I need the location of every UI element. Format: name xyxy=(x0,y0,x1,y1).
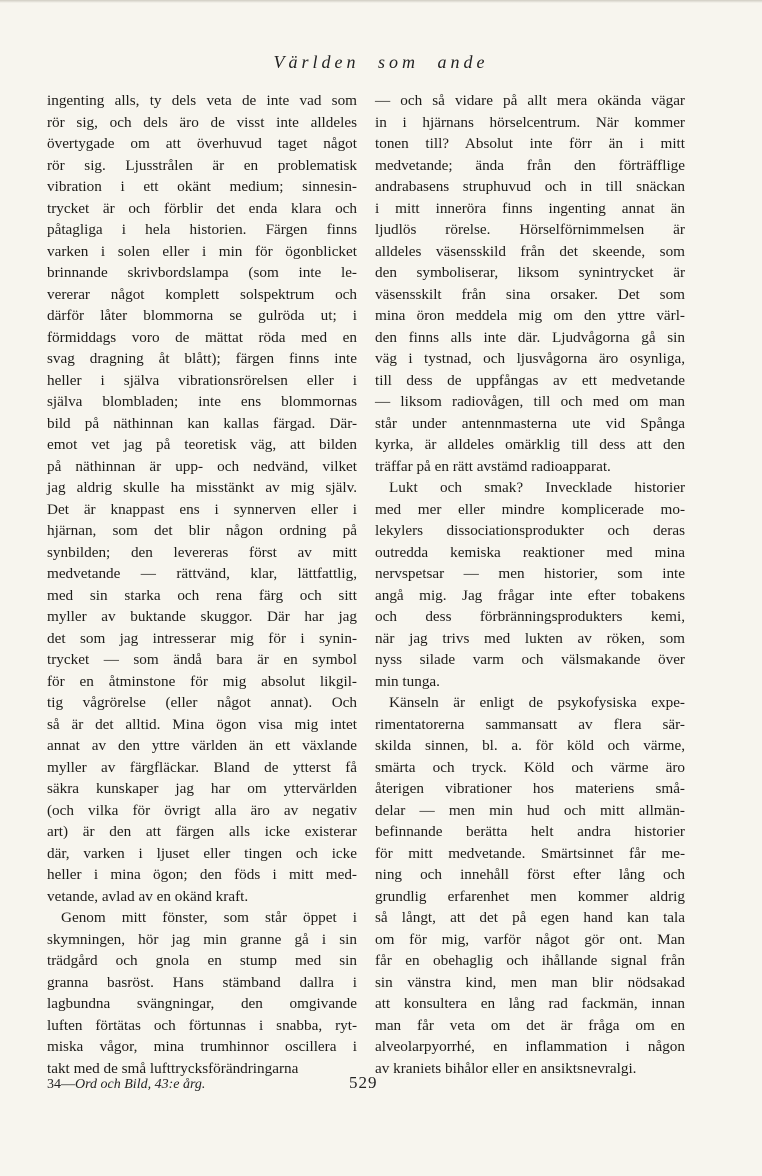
text-line: nervspetsar — men historier, som inte xyxy=(375,565,685,582)
footer-signature xyxy=(47,1077,205,1093)
text-line: där, varken i ljuset eller tingen och icke xyxy=(47,844,357,862)
text-line: emot vet jag på teoretisk väg, att bilden xyxy=(47,436,357,453)
text-line: för en åtminstone för mig absolut likgil- xyxy=(47,672,357,690)
text-line: synbilden; den levereras först av mitt xyxy=(47,543,357,561)
text-line: det som jag intresserar mig för i synin- xyxy=(47,629,357,647)
text-line: Lukt och smak? Invecklade historier xyxy=(389,479,685,496)
text-line: sin vänstra kind, men man blir nödsakad xyxy=(375,973,685,991)
text-line: takt med de små lufttrycksförändringarna xyxy=(47,1059,299,1077)
text-line: för mitt medvetande. Smärtsinnet får me- xyxy=(375,844,685,862)
journal-title: Ord och Bild, 43:e årg. xyxy=(75,1077,206,1092)
text-line: tig vågrörelse (eller något annat). Och xyxy=(47,694,357,711)
text-line: Genom mitt fönster, som står öppet i xyxy=(61,909,357,926)
text-line: kyrka, är alldeles omärklig till dess att den xyxy=(375,436,685,453)
text-line: alldeles väsensskild från det skeende, som xyxy=(375,242,685,260)
text-line: outredda kemiska reaktioner med mina xyxy=(375,543,685,561)
text-line: angå mig. Jag frågar inte efter tobakens xyxy=(375,586,685,604)
text-line: bild på näthinnan kan kallas färgad. Där- xyxy=(47,414,357,432)
text-line: tonen till? Absolut inte förr än i mitt xyxy=(375,135,685,152)
text-line: min tunga. xyxy=(375,672,440,690)
text-line: skymningen, hör jag min granne gå i sin xyxy=(47,930,357,948)
text-line: myller av färgfläckar. Bland de ytterst få xyxy=(47,758,357,776)
text-line: påtagliga i hela historien. Färgen finns xyxy=(47,221,357,238)
text-line: rör sig, och dels äro de visst inte alldeles xyxy=(47,113,357,131)
text-line: trycket — som ändå bara är en symbol xyxy=(47,651,357,668)
text-line: av kraniets bihålor eller en ansiktsnevralgi. xyxy=(375,1059,637,1077)
text-line: och dess förbränningsprodukters kemi, xyxy=(375,608,685,625)
text-line: därför låter blommorna se gulröda ut; i xyxy=(47,307,357,324)
text-line: ning och innehåll först efter lång och xyxy=(375,866,685,883)
text-line: trädgård och gnola en stump med sin xyxy=(47,952,357,969)
text-line: brinnande skrivbordslampa (som inte le- xyxy=(47,264,357,281)
text-line: med mer eller mindre komplicerade mo- xyxy=(375,500,685,518)
text-line: trycket är och förblir det enda klara och xyxy=(47,199,357,217)
text-line: själva blombladen; inte ens blommornas xyxy=(47,393,357,410)
text-line: andrabasens struphuvud och in till snäckan xyxy=(375,178,685,195)
text-line: om för mig, varför något gör ont. Man xyxy=(375,930,685,948)
right-column xyxy=(375,90,685,1079)
text-line: nyss silade varm och välsmakande över xyxy=(375,651,685,668)
text-line: i mitt inneröra finns ingenting annat än xyxy=(375,199,685,217)
text-line: säkra kunskaper jag har om yttervärlden xyxy=(47,780,357,797)
text-line: vetande, avlad av en okänd kraft. xyxy=(47,887,249,905)
text-line: den symboliserar, liksom synintrycket är xyxy=(375,264,685,281)
page-number: 529 xyxy=(349,1073,378,1092)
text-line: till dess de uppfångas av ett medvetande xyxy=(375,371,685,389)
text-line: — liksom radiovågen, till och med om man xyxy=(375,393,685,410)
text-line: medvetande — rättvänd, klar, lättfattlig, xyxy=(47,565,357,582)
text-line: skilda sinnen, bl. a. för köld och värme, xyxy=(375,737,685,754)
text-line: står under antennmasterna ute vid Spånga xyxy=(375,414,685,432)
text-line: art) är den att färgen alls icke existerar xyxy=(47,823,357,840)
text-line: medvetande; ända från den förträfflige xyxy=(375,156,685,174)
text-line: vererar något komplett solspektrum och xyxy=(47,285,357,303)
left-column xyxy=(47,90,357,1079)
text-line: med sin starka och rena färg och sitt xyxy=(47,586,357,604)
text-line: myller av buktande skuggor. Där har jag xyxy=(47,608,357,625)
text-line: hjärnan, som det blir någon ordning på xyxy=(47,522,357,539)
text-line: Känseln är enligt de psykofysiska expe- xyxy=(389,694,685,711)
text-line: svag dragning åt blått); färgen finns inte xyxy=(47,350,357,367)
text-line: miska vågor, mina trumhinnor oscillera i xyxy=(47,1038,357,1055)
text-line: så är det alltid. Mina ögon visa mig intet xyxy=(47,715,357,733)
text-line: Det är knappast ens i synnerven eller i xyxy=(47,500,357,518)
text-line: rimentatorerna sammansatt av flera sär- xyxy=(375,715,685,733)
text-line: rör sig. Ljusstrålen är en problematisk xyxy=(47,156,357,174)
text-line: väsensskilt från sina orsaker. Det som xyxy=(375,285,685,303)
text-line: på näthinnan är upp- och nedvänd, vilket xyxy=(47,457,357,475)
text-line: befinnande berätta helt andra historier xyxy=(375,823,685,840)
text-line: lekylers dissociationsprodukter och deras xyxy=(375,522,685,539)
text-line: smärta och tryck. Köld och värme äro xyxy=(375,758,685,776)
text-line: — och så vidare på allt mera okända vägar xyxy=(375,92,685,109)
text-line: varken i solen eller i min för ögonblicket xyxy=(47,242,357,260)
text-line: får en obehaglig och ihållande signal från xyxy=(375,952,685,969)
text-line: träffar på en rätt avstämd radioapparat. xyxy=(375,457,611,475)
text-line: heller i mina ögon; den föds i mitt med- xyxy=(47,866,357,883)
text-line: annat av den yttre världen än ett växlande xyxy=(47,737,357,754)
text-line: övertygade om att överhuvud taget något xyxy=(47,135,357,152)
text-line: återigen vibrationer hos materiens små- xyxy=(375,780,685,797)
text-line: alveolarpyorrhé, en inflammation i någon xyxy=(375,1038,685,1055)
text-line: att konsultera en lång rad fackmän, innan xyxy=(375,995,685,1012)
text-line: luften förtätas och förtunnas i snabba, ryt- xyxy=(47,1016,357,1034)
text-line: den finns alls inte där. Ljudvågorna gå sin xyxy=(375,328,685,346)
text-line: förmiddags voro de mättat röda med en xyxy=(47,328,357,346)
text-line: ljudlös rörelse. Hörselförnimmelsen är xyxy=(375,221,685,238)
text-line: grundlig erfarenhet men kommer aldrig xyxy=(375,887,685,905)
text-line: in i hjärnans hörselcentrum. När kommer xyxy=(375,113,685,131)
text-line: granna basröst. Hans stämband dallra i xyxy=(47,973,357,991)
text-line: väg i tystnad, och ljusvågorna äro osynliga, xyxy=(375,350,685,367)
text-line: man får veta om det är fråga om en xyxy=(375,1016,685,1034)
text-line: ingenting alls, ty dels veta de inte vad som xyxy=(47,92,357,109)
running-head: Världen som ande xyxy=(273,52,489,72)
page-top-edge xyxy=(0,0,762,3)
text-line: heller i själva vibrationsrörelsen eller i xyxy=(47,371,357,389)
text-line: (och vilka för övrigt alla äro av negativ xyxy=(47,801,357,819)
text-line: vibration i ett okänt medium; sinnesin- xyxy=(47,178,357,195)
text-line: lagbundna svängningar, den omgivande xyxy=(47,995,357,1012)
text-line: mina öron meddela mig om den yttre värl- xyxy=(375,307,685,324)
text-line: delar — men min hud och mitt allmän- xyxy=(375,801,685,819)
text-line: så långt, att det på egen hand kan tala xyxy=(375,909,685,926)
text-line: när jag trivs med lukten av röken, som xyxy=(375,629,685,647)
signature-mark: 34— xyxy=(47,1077,75,1092)
text-line: jag aldrig skulle ha misstänkt av mig själv. xyxy=(47,479,357,496)
